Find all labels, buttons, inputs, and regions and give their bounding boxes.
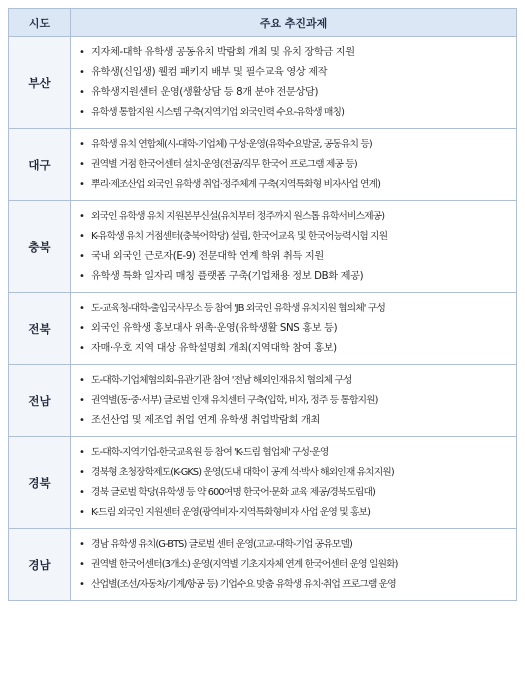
task-cell bbox=[71, 201, 517, 293]
table-row bbox=[9, 201, 517, 293]
task-cell bbox=[71, 529, 517, 601]
list-item: • 외국인 유학생 유치 지원본부신설(유치부터 정주까지 원스톱 유학서비스제공) bbox=[79, 209, 510, 224]
task-list bbox=[79, 445, 510, 520]
task-list bbox=[79, 209, 510, 284]
list-item: • 경북형 초청장학제도(K-GKS) 운영(도내 대학이 공계 석·박사 해외인재 유치지원) bbox=[79, 465, 510, 480]
list-item: • 도-대학-기업체협의회-유관기관 참여 '전남 해외인재유치 협의체 구성 bbox=[79, 373, 510, 388]
task-cell bbox=[71, 129, 517, 201]
list-item: • K-유학생 유치 거점센터(충북어학당) 설립, 한국어교육 및 한국어능력시험 지원 bbox=[79, 229, 510, 244]
list-item: • 유학생 특화 일자리 매칭 플랫폼 구축(기업채용 정보 DB화 제공) bbox=[79, 269, 510, 284]
table-row bbox=[9, 129, 517, 201]
policy-table bbox=[8, 8, 517, 601]
list-item: • 유학생 통합지원 시스템 구축(지역기업 외국인력 수요-유학생 매칭) bbox=[79, 105, 510, 120]
list-item: • 경북 글로벌 학당(유학생 등 약 600여명 한국어·문화 교육 제공/경북도립대) bbox=[79, 485, 510, 500]
table-header-row bbox=[9, 9, 517, 37]
list-item: • 외국인 유학생 홍보대사 위촉·운영(유학생활 SNS 홍보 등) bbox=[79, 321, 510, 336]
list-item: • 권역별 한국어센터(3개소) 운영(지역별 기초지자체 연계 한국어센터 운영 일원화) bbox=[79, 557, 510, 572]
list-item: • 권역별(동·중·서부) 글로벌 인재 유치센터 구축(입학, 비자, 정주 등 통합지원) bbox=[79, 393, 510, 408]
task-cell bbox=[71, 365, 517, 437]
list-item: • 유학생(신입생) 웰컴 패키지 배부 및 필수교육 영상 제작 bbox=[79, 65, 510, 80]
table-row bbox=[9, 37, 517, 129]
region-cell: 전북 bbox=[9, 293, 71, 365]
list-item: • 자매·우호 지역 대상 유학설명회 개최(지역대학 참여 홍보) bbox=[79, 341, 510, 356]
list-item: • 산업별(조선/자동차/기계/항공 등) 기업수요 맞춤 유학생 유치·취업 프로그램 운영 bbox=[79, 577, 510, 592]
region-cell: 부산 bbox=[9, 37, 71, 129]
list-item: • 유학생 유치 연합체(시-대학-기업체) 구성·운영(유학수요발굴, 공동유치 등) bbox=[79, 137, 510, 152]
list-item: • 도-대학-지역기업-한국교육원 등 참여 'K-드림 협업체' 구성·운영 bbox=[79, 445, 510, 460]
header-region: 시도 bbox=[9, 9, 71, 37]
task-list bbox=[79, 537, 510, 592]
list-item: • 권역별 거점 한국어센터 설치·운영(전공/직무 한국어 프로그램 제공 등) bbox=[79, 157, 510, 172]
list-item: • K-드림 외국인 지원센터 운영(광역비자·지역특화형비자 사업 운영 및 홍보) bbox=[79, 505, 510, 520]
task-cell bbox=[71, 437, 517, 529]
task-list bbox=[79, 45, 510, 120]
task-list bbox=[79, 373, 510, 428]
list-item: • 뿌리·제조산업 외국인 유학생 취업·정주체계 구축(지역특화형 비자사업 연계) bbox=[79, 177, 510, 192]
list-item: • 조선산업 및 제조업 취업 연계 유학생 취업박람회 개최 bbox=[79, 413, 510, 428]
task-cell bbox=[71, 293, 517, 365]
list-item: • 유학생지원센터 운영(생활상담 등 8개 분야 전문상담) bbox=[79, 85, 510, 100]
table-row bbox=[9, 529, 517, 601]
region-cell: 경남 bbox=[9, 529, 71, 601]
list-item: • 국내 외국인 근로자(E-9) 전문대학 연계 학위 취득 지원 bbox=[79, 249, 510, 264]
list-item: • 도-교육청-대학-출입국사무소 등 참여 'JB 외국인 유학생 유치지원 협의체' 구성 bbox=[79, 301, 510, 316]
list-item: • 경남 유학생 유치(G-BTS) 글로벌 센터 운영(고교-대학-기업 공유모델) bbox=[79, 537, 510, 552]
table-row bbox=[9, 365, 517, 437]
region-cell: 충북 bbox=[9, 201, 71, 293]
region-cell: 경북 bbox=[9, 437, 71, 529]
task-cell bbox=[71, 37, 517, 129]
table-row bbox=[9, 293, 517, 365]
table-row bbox=[9, 437, 517, 529]
task-list bbox=[79, 301, 510, 356]
header-tasks: 주요 추진과제 bbox=[71, 9, 517, 37]
task-list bbox=[79, 137, 510, 192]
list-item: • 지자체-대학 유학생 공동유치 박람회 개최 및 유치 장학금 지원 bbox=[79, 45, 510, 60]
region-cell: 전남 bbox=[9, 365, 71, 437]
region-cell: 대구 bbox=[9, 129, 71, 201]
